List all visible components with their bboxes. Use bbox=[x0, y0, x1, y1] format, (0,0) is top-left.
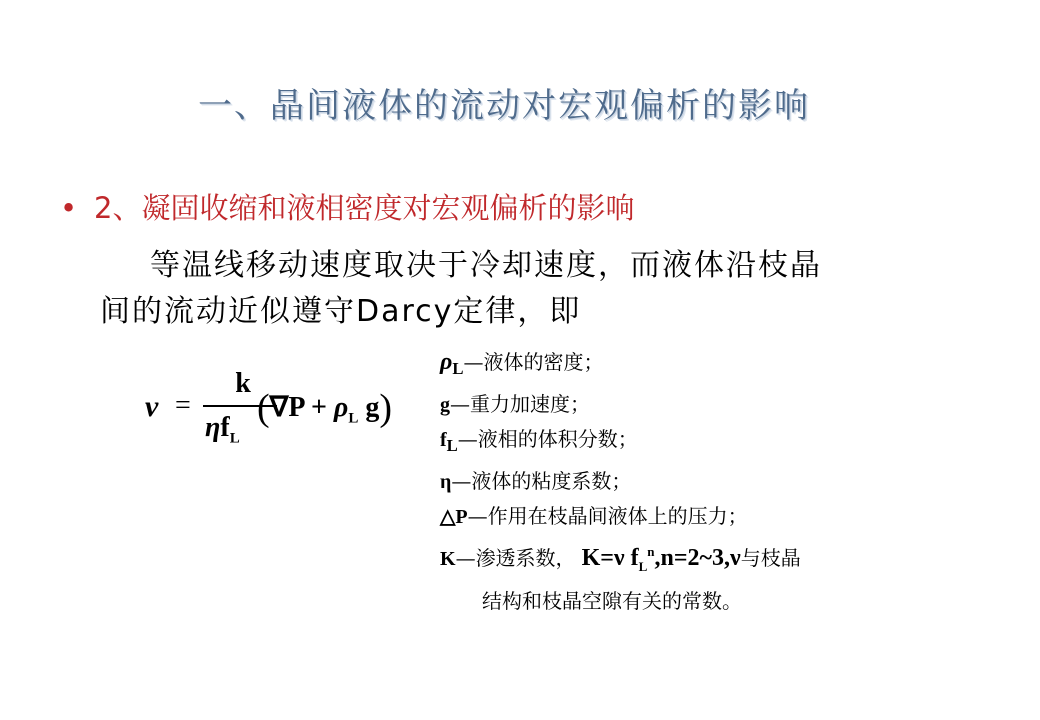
formula-gradient-p: ∇P + bbox=[269, 392, 334, 423]
formula-f-sub: L bbox=[229, 430, 240, 447]
slide-title: 一、晶间液体的流动对宏观偏析的影响 bbox=[198, 86, 810, 126]
formula-rho: ρ bbox=[333, 392, 349, 423]
legend-symbol: g bbox=[440, 393, 450, 416]
legend-symbol-sub: L bbox=[452, 359, 464, 378]
formula-g: g bbox=[365, 392, 380, 423]
legend-symbol-sub: L bbox=[446, 436, 458, 455]
legend-symbol: ρ bbox=[440, 349, 453, 375]
left-paren: ( bbox=[257, 387, 270, 429]
section-heading-text: 2、凝固收缩和液相密度对宏观偏析的影响 bbox=[94, 191, 635, 225]
formula-eta: η bbox=[205, 412, 221, 443]
formula-numerator: k bbox=[235, 368, 251, 399]
formula-denominator bbox=[205, 412, 240, 448]
legend-text-continued: 与枝晶 bbox=[740, 545, 801, 570]
permeability-equation-sup: n bbox=[647, 543, 655, 559]
legend-symbol: △P bbox=[440, 506, 468, 528]
legend-text: —作用在枝晶间液体上的压力； bbox=[467, 504, 748, 528]
legend-symbol: f bbox=[440, 429, 447, 451]
legend-text: —重力加速度； bbox=[450, 391, 590, 416]
formula-f: f bbox=[220, 412, 230, 443]
permeability-equation-tail: ,n=2~3,ν bbox=[654, 544, 741, 571]
paragraph-line-1: 等温线移动速度取决于冷却速度，而液体沿枝晶 bbox=[150, 248, 822, 283]
right-paren: ) bbox=[379, 387, 393, 429]
darcy-formula bbox=[145, 368, 425, 458]
legend-text: —液体的粘度系数； bbox=[451, 468, 632, 493]
legend-text: —渗透系数， bbox=[455, 545, 576, 570]
formula-equals: = bbox=[175, 390, 191, 421]
legend-item bbox=[440, 422, 910, 464]
legend-item bbox=[440, 499, 910, 535]
legend-symbol: η bbox=[440, 470, 452, 493]
bullet-icon: • bbox=[60, 191, 78, 225]
paragraph-line-2: 间的流动近似遵守Darcy定律，即 bbox=[100, 294, 582, 329]
section-heading bbox=[60, 186, 634, 227]
permeability-equation-sub: L bbox=[638, 558, 648, 574]
symbol-legend bbox=[440, 345, 910, 618]
permeability-equation-main: K=ν f bbox=[581, 544, 639, 571]
legend-symbol: K bbox=[440, 547, 456, 570]
formula-velocity: ν bbox=[145, 390, 159, 423]
legend-text: —液相的体积分数； bbox=[457, 427, 638, 451]
legend-text: —液体的密度； bbox=[463, 350, 604, 374]
legend-item bbox=[440, 464, 910, 500]
formula-bracket-term bbox=[257, 386, 392, 430]
legend-item bbox=[440, 345, 910, 387]
permeability-equation bbox=[581, 543, 741, 574]
legend-item-permeability bbox=[440, 535, 910, 584]
legend-item-continuation: 结构和枝晶空隙有关的常数。 bbox=[482, 588, 742, 613]
legend-item bbox=[440, 387, 910, 423]
formula-rho-sub: L bbox=[348, 410, 359, 427]
